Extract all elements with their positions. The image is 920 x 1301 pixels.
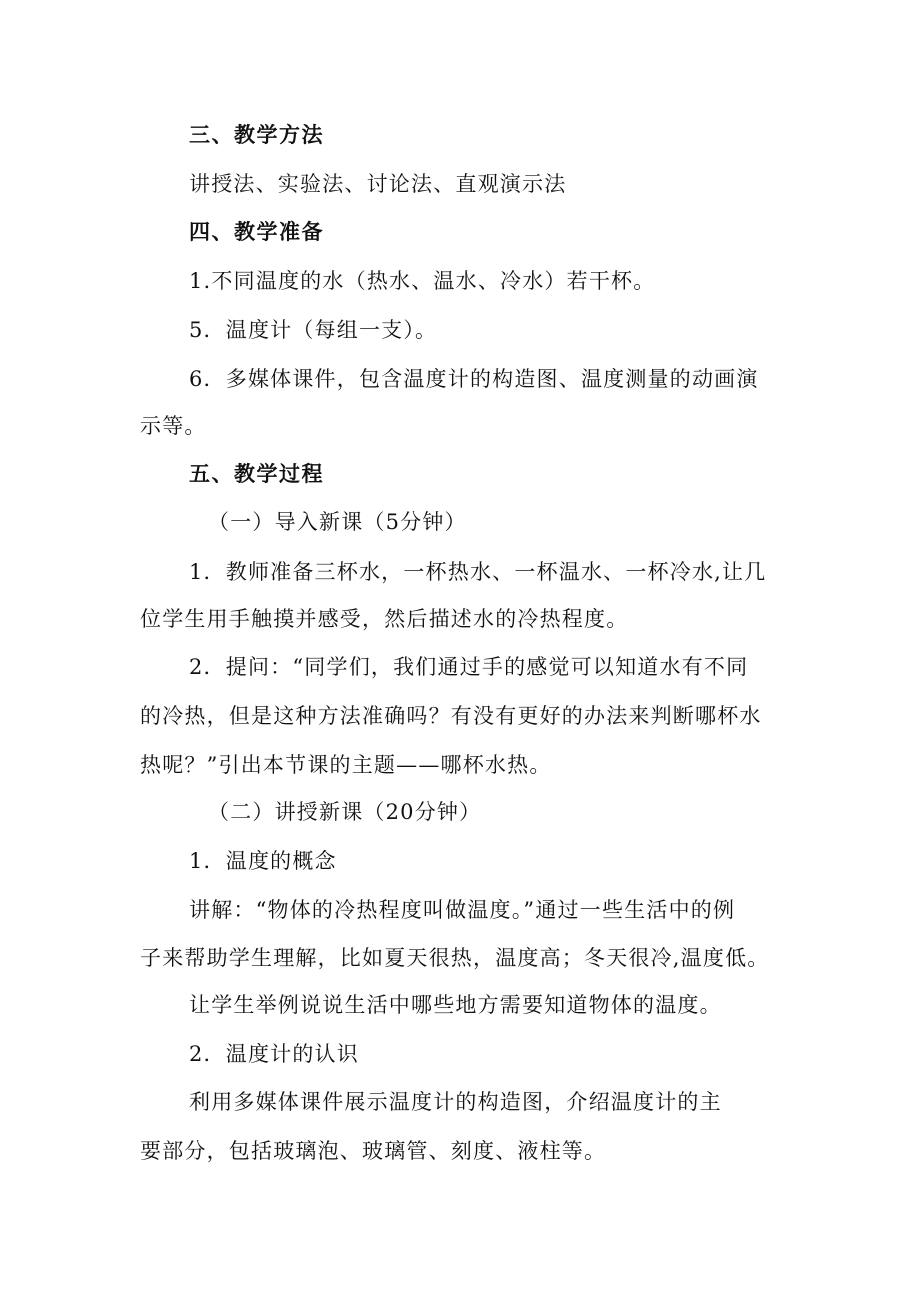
teaching-methods-text: 讲授法、实验法、讨论法、直观演示法 xyxy=(189,172,567,196)
part-1-title: （一）导入新课（5分钟） xyxy=(208,510,467,534)
part-2-explain-line-2: 子来帮助学生理解，比如夏天很热，温度高；冬天很冷,温度低。 xyxy=(140,946,770,970)
part-2-topic-2: 2．温度计的认识 xyxy=(189,1042,359,1066)
part-2-examples: 让学生举例说说生活中哪些地方需要知道物体的温度。 xyxy=(189,993,722,1017)
part-1-step-2-line-3: 热呢？”引出本节课的主题——哪杯水热。 xyxy=(140,753,552,777)
part-2-topic-1: 1．温度的概念 xyxy=(189,849,337,873)
part-2-show-line-2: 要部分，包括玻璃泡、玻璃管、刻度、液柱等。 xyxy=(140,1139,607,1163)
part-1-step-2-line-1: 2．提问：“同学们，我们通过手的感觉可以知道水有不同 xyxy=(189,655,749,679)
prep-item-1: 1.不同温度的水（热水、温水、冷水）若干杯。 xyxy=(189,269,656,293)
section-4-heading: 四、教学准备 xyxy=(189,220,324,244)
section-3-heading: 三、教学方法 xyxy=(189,123,324,147)
prep-item-6-line-2: 示等。 xyxy=(140,414,207,438)
prep-item-6-line-1: 6．多媒体课件，包含温度计的构造图、温度测量的动画演 xyxy=(189,367,759,391)
part-2-title: （二）讲授新课（20分钟） xyxy=(208,800,482,824)
part-2-explain-line-1: 讲解：“物体的冷热程度叫做温度。”通过一些生活中的例 xyxy=(189,898,736,922)
part-1-step-2-line-2: 的冷热，但是这种方法准确吗？有没有更好的办法来判断哪杯水 xyxy=(140,704,762,728)
part-1-step-1-line-2: 位学生用手触摸并感受，然后描述水的冷热程度。 xyxy=(140,607,629,631)
section-5-heading: 五、教学过程 xyxy=(189,462,324,486)
part-1-step-1-line-1: 1．教师准备三杯水，一杯热水、一杯温水、一杯冷水,让几 xyxy=(189,560,767,584)
prep-item-5: 5．温度计（每组一支）。 xyxy=(189,318,438,342)
part-2-show-line-1: 利用多媒体课件展示温度计的构造图，介绍温度计的主 xyxy=(189,1090,722,1114)
